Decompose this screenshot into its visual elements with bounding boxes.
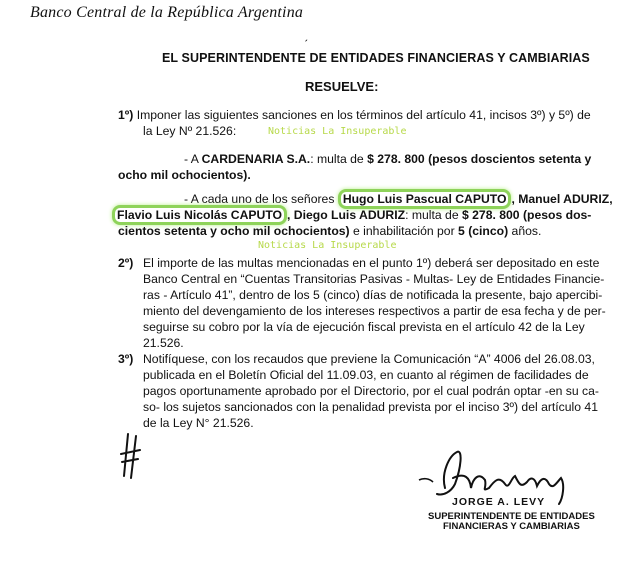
signatory-role-line2: FINANCIERAS Y CAMBIARIAS xyxy=(443,521,580,532)
inhab-end: años. xyxy=(508,224,542,238)
watermark-1: Noticias La Insuperable xyxy=(268,126,407,137)
highlighted-name-flavio: Flavio Luis Nicolás CAPUTO xyxy=(112,205,287,225)
document-title: EL SUPERINTENDENTE DE ENTIDADES FINANCIERAS Y CAMBIARIAS xyxy=(162,51,590,65)
persons-fine-amount: $ 278. 800 (pesos dos- xyxy=(461,208,592,222)
sanction-company-line xyxy=(184,152,591,167)
item3-line5: de la Ley N° 21.526. xyxy=(143,416,254,430)
inhab-years: 5 (cinco) xyxy=(458,224,509,238)
item3-number: 3º) xyxy=(118,352,134,366)
sanction-persons-line3 xyxy=(118,224,541,239)
item3-line2: publicada en el Boletín Oficial del 11.09.03, en cuanto al régimen de facilidades de xyxy=(143,368,589,382)
item3-line3: pagos oportunamente aprobado por el Directorio, por el cual podrán optar -en su ca- xyxy=(143,384,599,398)
item2-line3: ras - Artículo 41”, dentro de los 5 (cinco) días de notificada la presente, bajo apercibi- xyxy=(143,288,603,302)
company-fine-line2: ocho mil ochocientos). xyxy=(118,168,251,182)
persons-fine-line2: cientos setenta y ocho mil ochocientos) xyxy=(118,224,350,238)
highlighted-name-hugo: Hugo Luis Pascual CAPUTO xyxy=(338,189,512,209)
item1-number: 1º) xyxy=(118,108,134,122)
company-fine-amount: $ 278. 800 (pesos doscientos setenta y xyxy=(367,152,592,166)
handwritten-mark-icon: ˊ xyxy=(304,37,309,52)
company-name: CARDENARIA S.A. xyxy=(201,152,311,166)
signatory-name: JORGE A. LEVY xyxy=(452,496,546,508)
item1-line2: la Ley Nº 21.526: xyxy=(143,124,237,138)
item2-line1: El importe de las multas mencionadas en el punto 1º) deberá ser depositado en este xyxy=(143,256,600,270)
item2-line2: Banco Central en “Cuentas Transitorias Pasivas - Multas- Ley de Entidades Financie- xyxy=(143,272,605,286)
item2-line4: miento del devengamiento de los intereses respectivos a partir de esa fecha y de per- xyxy=(143,304,606,318)
name-diego: , Diego Luis ADURIZ xyxy=(287,208,406,222)
persons-multa-label: : multa de xyxy=(405,208,462,222)
sanction-persons-line2 xyxy=(112,208,591,223)
item2-number: 2º) xyxy=(118,256,134,270)
item3-line1: Notifíquese, con los recaudos que previene la Comunicación “A” 4006 del 26.08.03, xyxy=(143,352,595,366)
letterhead: Banco Central de la República Argentina xyxy=(30,4,304,21)
sanction-prefix: - A xyxy=(184,152,202,166)
item3-line4: so- los sujetos sancionados con la penalidad prevista por el inciso 3º) del artículo 41 xyxy=(143,400,598,414)
item1-text: Imponer las siguientes sanciones en los términos del artículo 41, incisos 3º) y 5º) de xyxy=(136,108,591,122)
persons-prefix: - A cada uno de los señores xyxy=(184,192,338,206)
item2-line6: 21.526. xyxy=(143,336,184,350)
watermark-2: Noticias La Insuperable xyxy=(258,240,397,251)
resuelve-heading: RESUELVE: xyxy=(305,79,379,94)
name-manuel: , Manuel ADURIZ, xyxy=(511,192,613,206)
signatory-role-line1: SUPERINTENDENTE DE ENTIDADES xyxy=(428,511,595,522)
initials-mark-icon xyxy=(118,432,144,480)
item1-line1 xyxy=(118,108,591,123)
item2-line5: seguirse su cobro por la vía de ejecución fiscal prevista en el artículo 42 de la Ley xyxy=(143,320,585,334)
inhab-label: e inhabilitación por xyxy=(349,224,459,238)
multa-label: : multa de xyxy=(310,152,368,166)
